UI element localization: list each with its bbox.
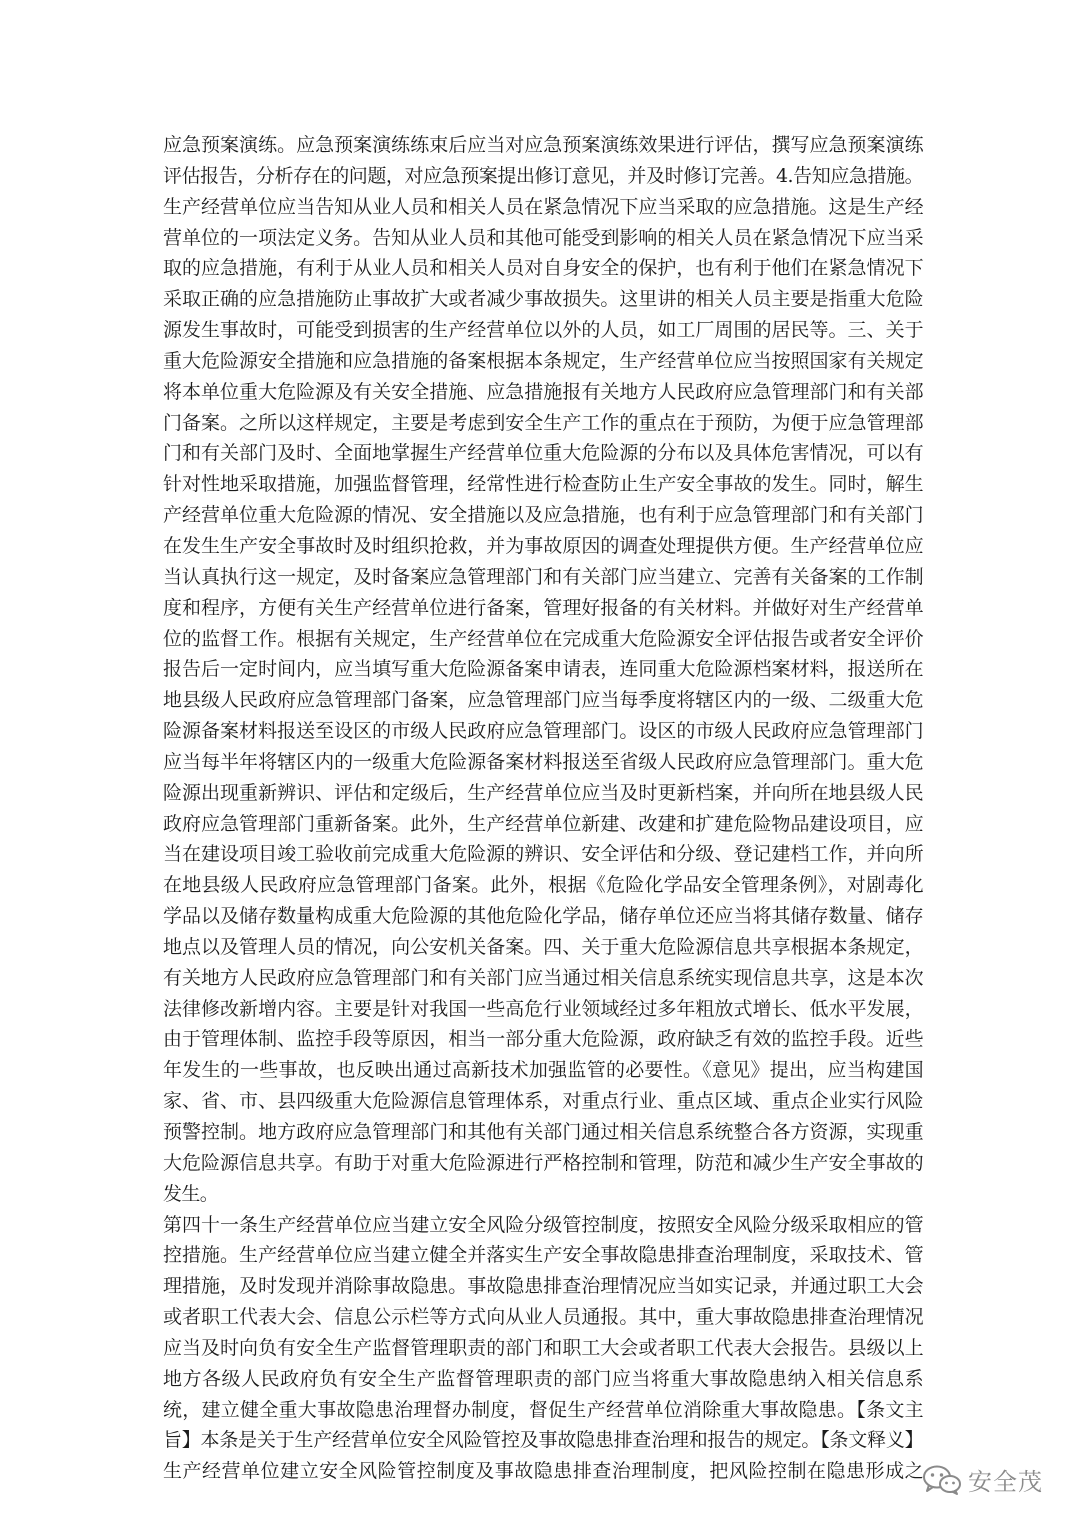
text-line: 由于管理体制、监控手段等原因，相当一部分重大危险源，政府缺乏有效的监控手段。近些 <box>163 1028 923 1051</box>
text-line: 门备案。之所以这样规定，主要是考虑到安全生产工作的重点在于预防，为便于应急管理部 <box>163 411 923 434</box>
text-line: 当认真执行这一规定，及时备案应急管理部门和有关部门应当建立、完善有关备案的工作制 <box>163 565 923 588</box>
text-line: 营单位的一项法定义务。告知从业人员和其他可能受到影响的相关人员在紧急情况下应当采 <box>163 226 923 249</box>
text-line: 将本单位重大危险源及有关安全措施、应急措施报有关地方人民政府应急管理部门和有关部 <box>163 380 923 403</box>
text-line: 学品以及储存数量构成重大危险源的其他危险化学品，储存单位还应当将其储存数量、储存 <box>163 905 923 928</box>
wechat-watermark <box>922 1462 1043 1497</box>
text-line: 应当及时向负有安全生产监督管理职责的部门和职工大会或者职工代表大会报告。县级以上 <box>163 1336 923 1359</box>
text-line: 大危险源信息共享。有助于对重大危险源进行严格控制和管理，防范和减少生产安全事故的 <box>163 1151 923 1174</box>
text-line: 应当每半年将辖区内的一级重大危险源备案材料报送至省级人民政府应急管理部门。重大危 <box>163 750 923 773</box>
text-line: 地方各级人民政府负有安全生产监督管理职责的部门应当将重大事故隐患纳入相关信息系 <box>163 1367 923 1390</box>
text-line: 或者职工代表大会、信息公示栏等方式向从业人员通报。其中，重大事故隐患排查治理情况 <box>163 1306 923 1329</box>
text-line: 控措施。生产经营单位应当建立健全并落实生产安全事故隐患排查治理制度，采取技术、管 <box>163 1244 923 1267</box>
text-line: 险源出现重新辨识、评估和定级后，生产经营单位应当及时更新档案，并向所在地县级人民 <box>163 781 923 804</box>
text-line: 报告后一定时间内，应当填写重大危险源备案申请表，连同重大危险源档案材料，报送所在 <box>163 658 923 681</box>
text-line: 评估报告，分析存在的问题，对应急预案提出修订意见，并及时修订完善。4.告知应急措施。 <box>163 164 923 187</box>
text-line: 采取正确的应急措施防止事故扩大或者减少事故损失。这里讲的相关人员主要是指重大危险 <box>163 288 923 311</box>
text-line: 第四十一条生产经营单位应当建立安全风险分级管控制度，按照安全风险分级采取相应的管 <box>163 1213 923 1236</box>
text-line: 度和程序，方便有关生产经营单位进行备案，管理好报备的有关材料。并做好对生产经营单 <box>163 596 923 619</box>
text-line: 有关地方人民政府应急管理部门和有关部门应当通过相关信息系统实现信息共享，这是本次 <box>163 966 923 989</box>
text-line: 位的监督工作。根据有关规定，生产经营单位在完成重大危险源安全评估报告或者安全评价 <box>163 627 923 650</box>
text-line: 取的应急措施，有利于从业人员和相关人员对自身安全的保护，也有利于他们在紧急情况下 <box>163 257 923 280</box>
text-line: 门和有关部门及时、全面地掌握生产经营单位重大危险源的分布以及具体危害情况，可以有 <box>163 442 923 465</box>
text-line: 险源备案材料报送至设区的市级人民政府应急管理部门。设区的市级人民政府应急管理部门 <box>163 720 923 743</box>
text-line: 地点以及管理人员的情况，向公安机关备案。四、关于重大危险源信息共享根据本条规定， <box>163 935 923 958</box>
wechat-icon <box>922 1464 962 1496</box>
text-line: 源发生事故时，可能受到损害的生产经营单位以外的人员，如工厂周围的居民等。三、关于 <box>163 319 923 342</box>
text-line: 针对性地采取措施，加强监督管理，经常性进行检查防止生产安全事故的发生。同时，解生 <box>163 473 923 496</box>
text-line: 重大危险源安全措施和应急措施的备案根据本条规定，生产经营单位应当按照国家有关规定 <box>163 349 923 372</box>
watermark-text: 安全茂 <box>968 1468 1043 1496</box>
text-line: 理措施，及时发现并消除事故隐患。事故隐患排查治理情况应当如实记录，并通过职工大会 <box>163 1275 923 1298</box>
text-line: 法律修改新增内容。主要是针对我国一些高危行业领域经过多年粗放式增长、低水平发展， <box>163 997 923 1020</box>
text-line: 生产经营单位建立安全风险管控制度及事故隐患排查治理制度，把风险控制在隐患形成之 <box>163 1460 923 1483</box>
text-line: 生产经营单位应当告知从业人员和相关人员在紧急情况下应当采取的应急措施。这是生产经 <box>163 195 923 218</box>
text-line: 发生。 <box>163 1182 219 1205</box>
text-line: 在发生生产安全事故时及时组织抢救，并为事故原因的调查处理提供方便。生产经营单位应 <box>163 534 923 557</box>
text-line: 年发生的一些事故，也反映出通过高新技术加强监管的必要性。《意见》提出，应当构建国 <box>163 1059 923 1082</box>
text-line: 当在建设项目竣工验收前完成重大危险源的辨识、安全评估和分级、登记建档工作，并向所 <box>163 843 923 866</box>
document-body <box>163 130 923 1487</box>
text-line: 家、省、市、县四级重大危险源信息管理体系，对重点行业、重点区域、重点企业实行风险 <box>163 1090 923 1113</box>
text-line: 旨】本条是关于生产经营单位安全风险管控及事故隐患排查治理和报告的规定。【条文释义】 <box>163 1429 923 1452</box>
text-line: 地县级人民政府应急管理部门备案，应急管理部门应当每季度将辖区内的一级、二级重大危 <box>163 689 923 712</box>
text-line: 政府应急管理部门重新备案。此外，生产经营单位新建、改建和扩建危险物品建设项目，应 <box>163 812 923 835</box>
text-line: 统，建立健全重大事故隐患治理督办制度，督促生产经营单位消除重大事故隐患。【条文主 <box>163 1398 923 1421</box>
text-line: 应急预案演练。应急预案演练练束后应当对应急预案演练效果进行评估，撰写应急预案演练 <box>163 134 923 156</box>
text-line: 产经营单位重大危险源的情况、安全措施以及应急措施，也有利于应急管理部门和有关部门 <box>163 504 923 527</box>
text-line: 预警控制。地方政府应急管理部门和其他有关部门通过相关信息系统整合各方资源，实现重 <box>163 1121 923 1143</box>
text-line: 在地县级人民政府应急管理部门备案。此外，根据《危险化学品安全管理条例》，对剧毒化 <box>163 874 923 897</box>
